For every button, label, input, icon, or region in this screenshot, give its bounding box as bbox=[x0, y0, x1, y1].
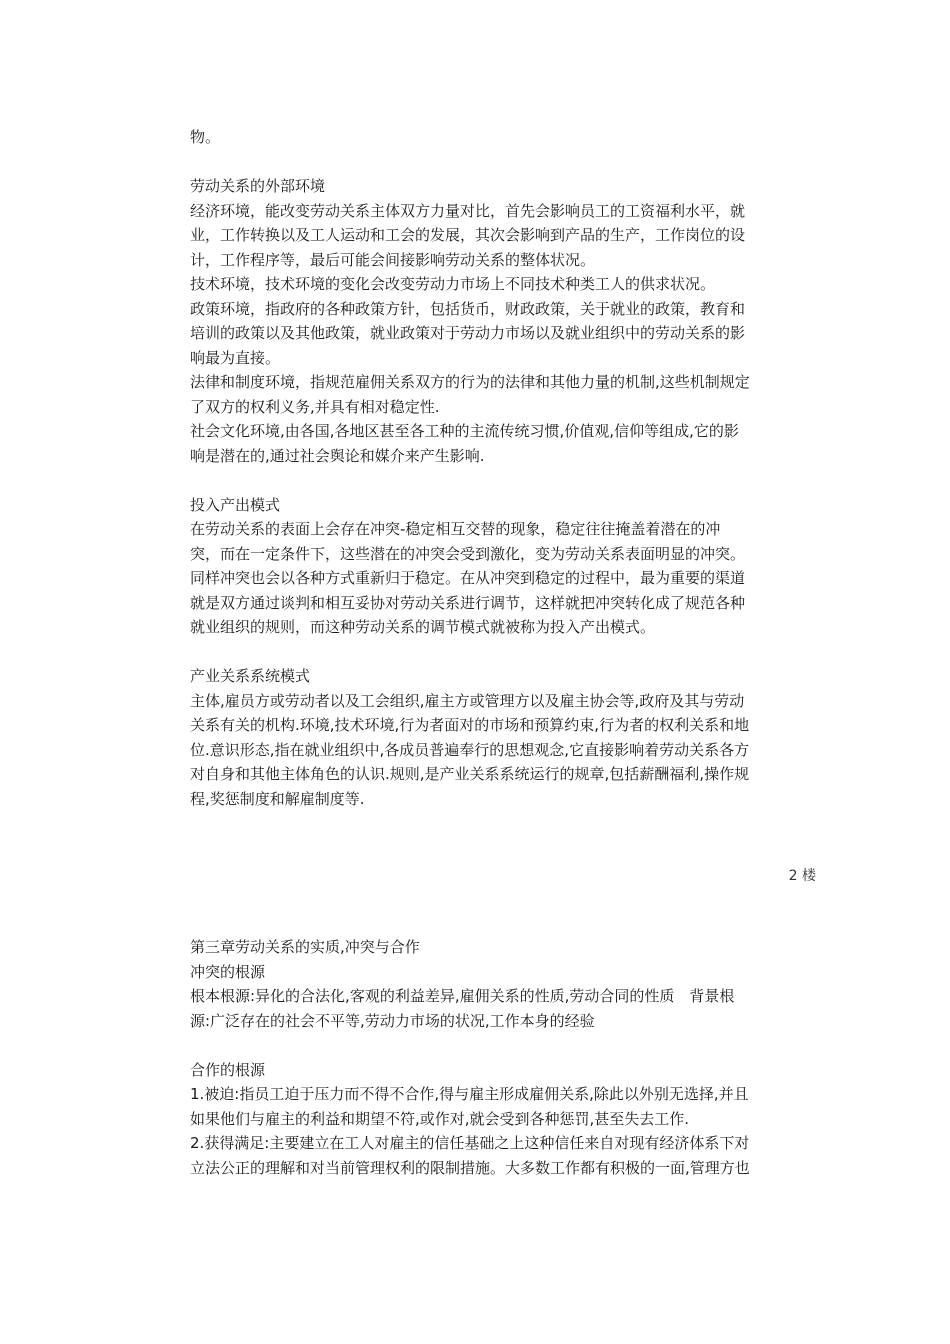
document-body-part1 bbox=[190, 125, 820, 811]
text-line: 物。 bbox=[190, 128, 221, 146]
blank-line bbox=[190, 468, 820, 493]
text-line: 位.意识形态,指在就业组织中,各成员普遍奉行的思想观念,它直接影响着劳动关系各方 bbox=[190, 740, 750, 759]
text-line: 主体,雇员方或劳动者以及工会组织,雇主方或管理方以及雇主协会等,政府及其与劳动 bbox=[190, 691, 745, 710]
text-line: 突，而在一定条件下，这些潜在的冲突会受到激化，变为劳动关系表面明显的冲突。 bbox=[190, 544, 746, 563]
text-line: 经济环境，能改变劳动关系主体双方力量对比，首先会影响员工的工资福利水平，就 bbox=[190, 201, 746, 220]
text-line: 2.获得满足:主要建立在工人对雇主的信任基础之上这种信任来自对现有经济体系下对 bbox=[190, 1134, 750, 1152]
section-heading-conflict-roots: 冲突的根源 bbox=[190, 962, 266, 981]
chapter-heading: 第三章劳动关系的实质,冲突与合作 bbox=[190, 938, 420, 956]
text-line: 关系有关的机构.环境,技术环境,行为者面对的市场和预算约束,行为者的权利关系和地 bbox=[190, 716, 750, 734]
text-line: 就是双方通过谈判和相互妥协对劳动关系进行调节，这样就把冲突转化成了规范各种 bbox=[190, 593, 746, 612]
text-line: 响是潜在的,通过社会舆论和媒介来产生影响. bbox=[190, 446, 485, 465]
text-line: 在劳动关系的表面上会存在冲突-稳定相互交替的现象，稳定往往掩盖着潜在的冲 bbox=[190, 520, 721, 538]
document-body-part2 bbox=[190, 935, 820, 1180]
text-line: 就业组织的规则，而这种劳动关系的调节模式就被称为投入产出模式。 bbox=[190, 618, 656, 636]
section-heading-external-environment: 劳动关系的外部环境 bbox=[190, 177, 326, 195]
floor-number-label: 2 楼 bbox=[788, 868, 816, 884]
section-heading-industrial-relations-model: 产业关系系统模式 bbox=[190, 667, 311, 685]
section-heading-cooperation-roots: 合作的根源 bbox=[190, 1060, 266, 1079]
section-heading-input-output-model: 投入产出模式 bbox=[190, 495, 281, 514]
text-line: 了双方的权利义务,并具有相对稳定性. bbox=[190, 397, 440, 416]
blank-line bbox=[190, 150, 820, 175]
blank-line bbox=[190, 1033, 820, 1058]
text-line: 对自身和其他主体角色的认识.规则,是产业关系系统运行的规章,包括薪酬福利,操作规 bbox=[190, 765, 750, 783]
text-line: 立法公正的理解和对当前管理权利的限制措施。大多数工作都有积极的一面,管理方也 bbox=[190, 1158, 750, 1177]
text-line: 源:广泛存在的社会不平等,劳动力市场的状况,工作本身的经验 bbox=[190, 1011, 595, 1030]
text-line: 响最为直接。 bbox=[190, 348, 281, 367]
text-line: 政策环境，指政府的各种政策方针，包括货币，财政政策，关于就业的政策，教育和 bbox=[190, 299, 746, 318]
text-line: 计，工作程序等，最后可能会间接影响劳动关系的整体状况。 bbox=[190, 250, 596, 269]
text-line: 业，工作转换以及工人运动和工会的发展，其次会影响到产品的生产，工作岗位的设 bbox=[190, 226, 746, 244]
text-line: 社会文化环境,由各国,各地区甚至各工种的主流传统习惯,价值观,信仰等组成,它的影 bbox=[190, 422, 739, 440]
text-line: 根本根源:异化的合法化,客观的利益差异,雇佣关系的性质,劳动合同的性质 背景根 bbox=[190, 987, 735, 1005]
text-line: 如果他们与雇主的利益和期望不符,或作对,就会受到各种惩罚,甚至失去工作. bbox=[190, 1109, 690, 1128]
text-line: 法律和制度环境，指规范雇佣关系双方的行为的法律和其他力量的机制,这些机制规定 bbox=[190, 373, 750, 391]
text-line: 1.被迫:指员工迫于压力而不得不合作,得与雇主形成雇佣关系,除此以外别无选择,并且 bbox=[190, 1085, 749, 1103]
blank-line bbox=[190, 640, 820, 665]
text-line: 同样冲突也会以各种方式重新归于稳定。在从冲突到稳定的过程中，最为重要的渠道 bbox=[190, 569, 746, 587]
text-line: 技术环境，技术环境的变化会改变劳动力市场上不同技术种类工人的供求状况。 bbox=[190, 275, 716, 293]
text-line: 培训的政策以及其他政策，就业政策对于劳动力市场以及就业组织中的劳动关系的影 bbox=[190, 324, 746, 342]
text-line: 程,奖惩制度和解雇制度等. bbox=[190, 789, 365, 808]
